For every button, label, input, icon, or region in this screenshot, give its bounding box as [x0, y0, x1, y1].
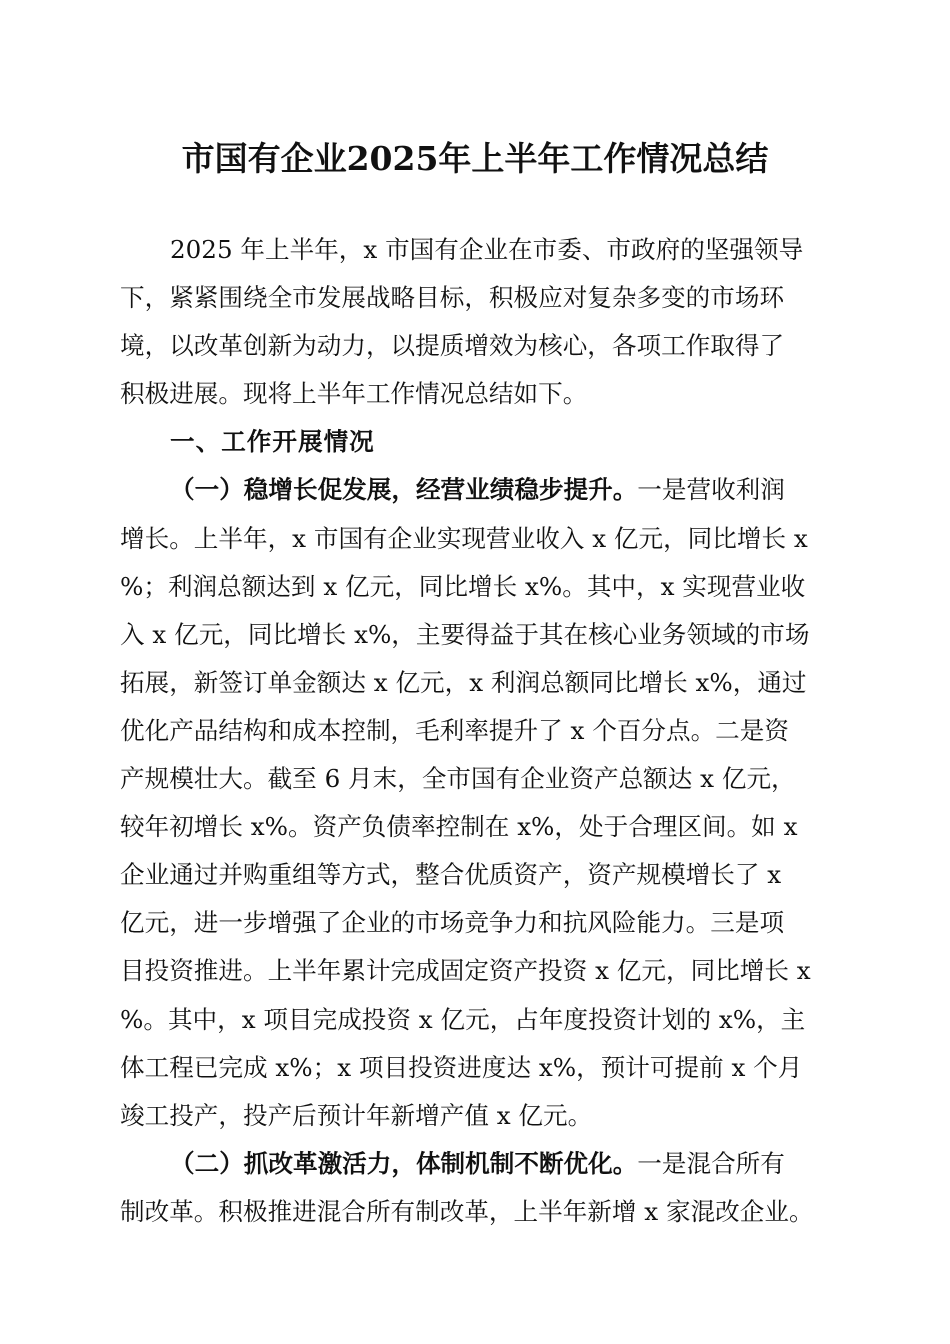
- subsection-1-line: 目投资推进。上半年累计完成固定资产投资 x 亿元，同比增长 x: [120, 956, 811, 986]
- subsection-1-line: 体工程已完成 x%；x 项目投资进度达 x%，预计可提前 x 个月: [120, 1052, 803, 1082]
- intro-line-3: 境，以改革创新为动力，以提质增效为核心，各项工作取得了: [120, 331, 785, 361]
- section-heading-1: 一、工作开展情况: [170, 427, 375, 457]
- subsection-1-line: %；利润总额达到 x 亿元，同比增长 x%。其中，x 实现营业收: [120, 571, 806, 601]
- subsection-1-lead: （一）稳增长促发展，经营业绩稳步提升。: [170, 475, 638, 505]
- subsection-1-line: 竣工投产，投产后预计年新增产值 x 亿元。: [120, 1100, 593, 1130]
- subsection-1-line: 优化产品结构和成本控制，毛利率提升了 x 个百分点。二是资: [120, 715, 789, 745]
- document-body: [120, 226, 832, 1236]
- subsection-1-line: 入 x 亿元，同比增长 x%，主要得益于其在核心业务领域的市场: [120, 619, 810, 649]
- subsection-1-line: %。其中，x 项目完成投资 x 亿元，占年度投资计划的 x%，主: [120, 1004, 806, 1034]
- subsection-2-line: 制改革。积极推进混合所有制改革，上半年新增 x 家混改企业。: [120, 1196, 814, 1226]
- document-title: 市国有企业2025年上半年工作情况总结: [181, 139, 769, 178]
- subsection-1-line: 较年初增长 x%。资产负债率控制在 x%，处于合理区间。如 x: [120, 812, 798, 842]
- intro-line-2: 下，紧紧围绕全市发展战略目标，积极应对复杂多变的市场环: [120, 283, 785, 313]
- subsection-1-line: 拓展，新签订单金额达 x 亿元，x 利润总额同比增长 x%，通过: [120, 667, 807, 697]
- subsection-1-line: 亿元，进一步增强了企业的市场竞争力和抗风险能力。三是项: [120, 908, 785, 938]
- subsection-1-first-line: [120, 466, 832, 514]
- subsection-2-first-line: [120, 1140, 832, 1188]
- subsection-1-line: 产规模壮大。截至 6 月末，全市国有企业资产总额达 x 亿元，: [120, 764, 796, 794]
- subsection-2-first-line-rest: 一是混合所有: [637, 1148, 785, 1178]
- subsection-1-first-line-rest: 一是营收利润: [637, 475, 785, 505]
- subsection-1-line: 增长。上半年，x 市国有企业实现营业收入 x 亿元，同比增长 x: [120, 523, 808, 553]
- intro-line-1: 2025 年上半年，x 市国有企业在市委、市政府的坚强领导: [170, 235, 804, 264]
- subsection-2-lead: （二）抓改革激活力，体制机制不断优化。: [170, 1148, 638, 1178]
- subsection-1-line: 企业通过并购重组等方式，整合优质资产，资产规模增长了 x: [120, 860, 782, 890]
- intro-line-4: 积极进展。现将上半年工作情况总结如下。: [120, 379, 588, 409]
